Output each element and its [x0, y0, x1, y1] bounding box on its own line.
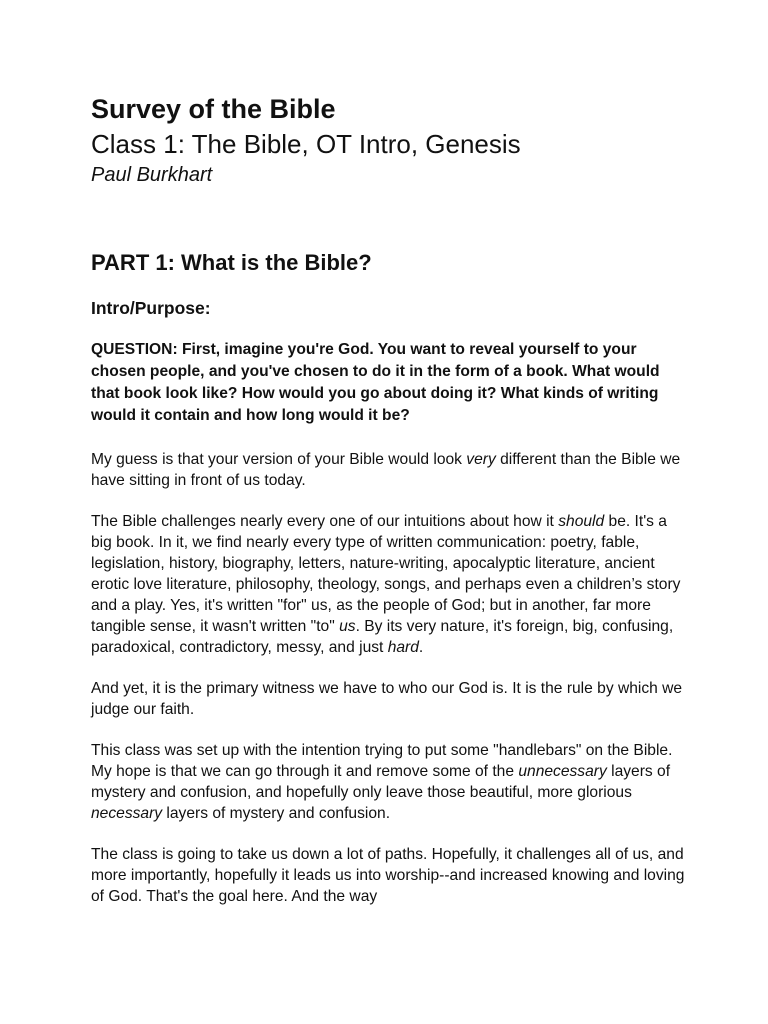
- paragraph-4-text-a: This class was set up with the intention trying to put some "handlebars" on the Bible. My hope is that we can go through it and remove some of the: [91, 742, 673, 780]
- document-body: [91, 92, 691, 907]
- document-title: Survey of the Bible: [91, 94, 336, 124]
- section-heading: Intro/Purpose:: [91, 298, 211, 318]
- paragraph-4-emphasis-necessary: necessary: [91, 805, 163, 822]
- question-paragraph: QUESTION: First, imagine you're God. You want to reveal yourself to your chosen people, and you've chosen to do it in the form of a book. What would that book look like? How would you go about doing it? What kinds of writing would it contain and how long would it be?: [91, 341, 660, 424]
- paragraph-2-emphasis-hard: hard: [387, 639, 419, 656]
- paragraph-1-emphasis-very: very: [466, 451, 496, 468]
- paragraph-2-text-g: .: [418, 639, 424, 656]
- paragraph-2-emphasis-us: us: [339, 618, 356, 635]
- paragraph-3: And yet, it is the primary witness we have to who our God is. It is the rule by which we judge our faith.: [91, 680, 683, 718]
- document-author: Paul Burkhart: [91, 164, 213, 186]
- paragraph-2-emphasis-should: should: [558, 513, 605, 530]
- paragraph-1: [91, 449, 691, 491]
- paragraph-1-text-a: My guess is that your version of your Bible would look: [91, 451, 467, 468]
- paragraph-2-text-a: The Bible challenges nearly every one of our intuitions about how it: [91, 513, 559, 530]
- paragraph-2: [91, 511, 691, 658]
- paragraph-5: The class is going to take us down a lot of paths. Hopefully, it challenges all of us, and more importantly, hopefully it leads us into worship--and increased knowing and loving of God. That's the goal here. And the way: [91, 846, 685, 905]
- paragraph-2-text-c: be. It's a big book. In it, we find nearly every type of written communication: poetry, fable, legislation, history, biography, letters, nature-writing, apocalyptic literature, ancient erotic love literature, philosophy, theology, songs, and perhaps even a children’s story and a play. Yes, it's written "for" us, as the people of God; but in another, far more tangible sense, it wasn't written "to": [91, 513, 681, 635]
- paragraph-4-emphasis-unnecessary: unnecessary: [518, 763, 607, 780]
- paragraph-4: [91, 740, 691, 824]
- paragraph-4-text-c: layers of mystery and confusion, and hopefully only leave those beautiful, more glorious: [91, 763, 671, 801]
- part-heading: PART 1: What is the Bible?: [91, 250, 372, 275]
- paragraph-1-text-c: different than the Bible we have sitting in front of us today.: [91, 451, 681, 489]
- document-subtitle: Class 1: The Bible, OT Intro, Genesis: [91, 129, 521, 159]
- paragraph-2-text-e: . By its very nature, it's foreign, big, confusing, paradoxical, contradictory, messy, and just: [91, 618, 674, 656]
- paragraph-4-text-e: layers of mystery and confusion.: [162, 805, 391, 822]
